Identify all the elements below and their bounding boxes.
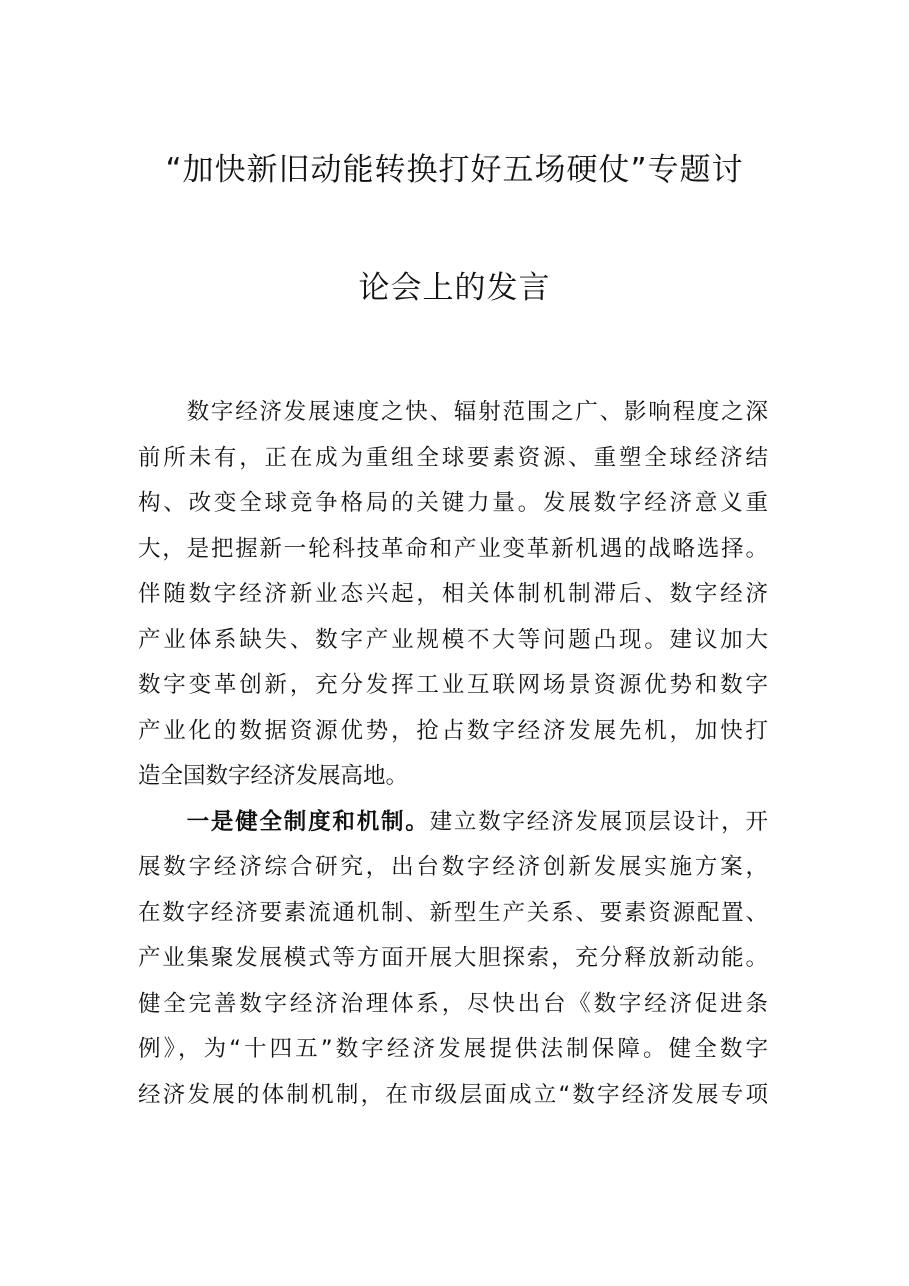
- paragraph-2-first-line: [138, 800, 768, 846]
- paragraph-line: 展数字经济综合研究，出台数字经济创新发展实施方案，: [138, 854, 768, 880]
- paragraph-1: [138, 390, 768, 800]
- paragraph-line: 健全完善数字经济治理体系，尽快出台《数字经济促进条: [138, 990, 768, 1017]
- paragraph-line: 在数字经济要素流通机制、新型生产关系、要素资源配置、: [138, 899, 768, 926]
- paragraph-2-first-rest: 建立数字经济发展顶层设计，开: [429, 808, 768, 835]
- document-body: [138, 390, 768, 1118]
- paragraph-2-lead: 一是健全制度和机制。: [186, 808, 430, 835]
- paragraph-line: 产业体系缺失、数字产业规模不大等问题凸现。建议加大: [138, 626, 768, 653]
- paragraph-line: 数字经济发展速度之快、辐射范围之广、影响程度之深: [138, 399, 768, 425]
- paragraph-line: 产业集聚发展模式等方面开展大胆探索，充分释放新动能。: [138, 945, 768, 971]
- paragraph-line: 例》，为“十四五”数字经济发展提供法制保障。健全数字: [138, 1036, 768, 1062]
- paragraph-line: 前所未有，正在成为重组全球要素资源、重塑全球经济结: [138, 444, 768, 471]
- paragraph-line: 产业化的数据资源优势，抢占数字经济发展先机，加快打: [138, 717, 768, 744]
- document-title-line-2: 论会上的发言: [358, 270, 551, 306]
- paragraph-line: 造全国数字经济发展高地。: [138, 763, 409, 789]
- paragraph-2: [138, 800, 768, 1119]
- paragraph-line: 构、改变全球竞争格局的关键力量。发展数字经济意义重: [138, 490, 768, 516]
- paragraph-line: 经济发展的体制机制，在市级层面成立“数字经济发展专项: [138, 1081, 768, 1108]
- paragraph-line: 数字变革创新，充分发挥工业互联网场景资源优势和数字: [138, 672, 768, 698]
- document-title-line-1: “加快新旧动能转换打好五场硬仗”专题讨: [165, 152, 744, 188]
- paragraph-line: 伴随数字经济新业态兴起，相关体制机制滞后、数字经济: [138, 581, 768, 607]
- paragraph-line: 大，是把握新一轮科技革命和产业变革新机遇的战略选择。: [138, 535, 768, 562]
